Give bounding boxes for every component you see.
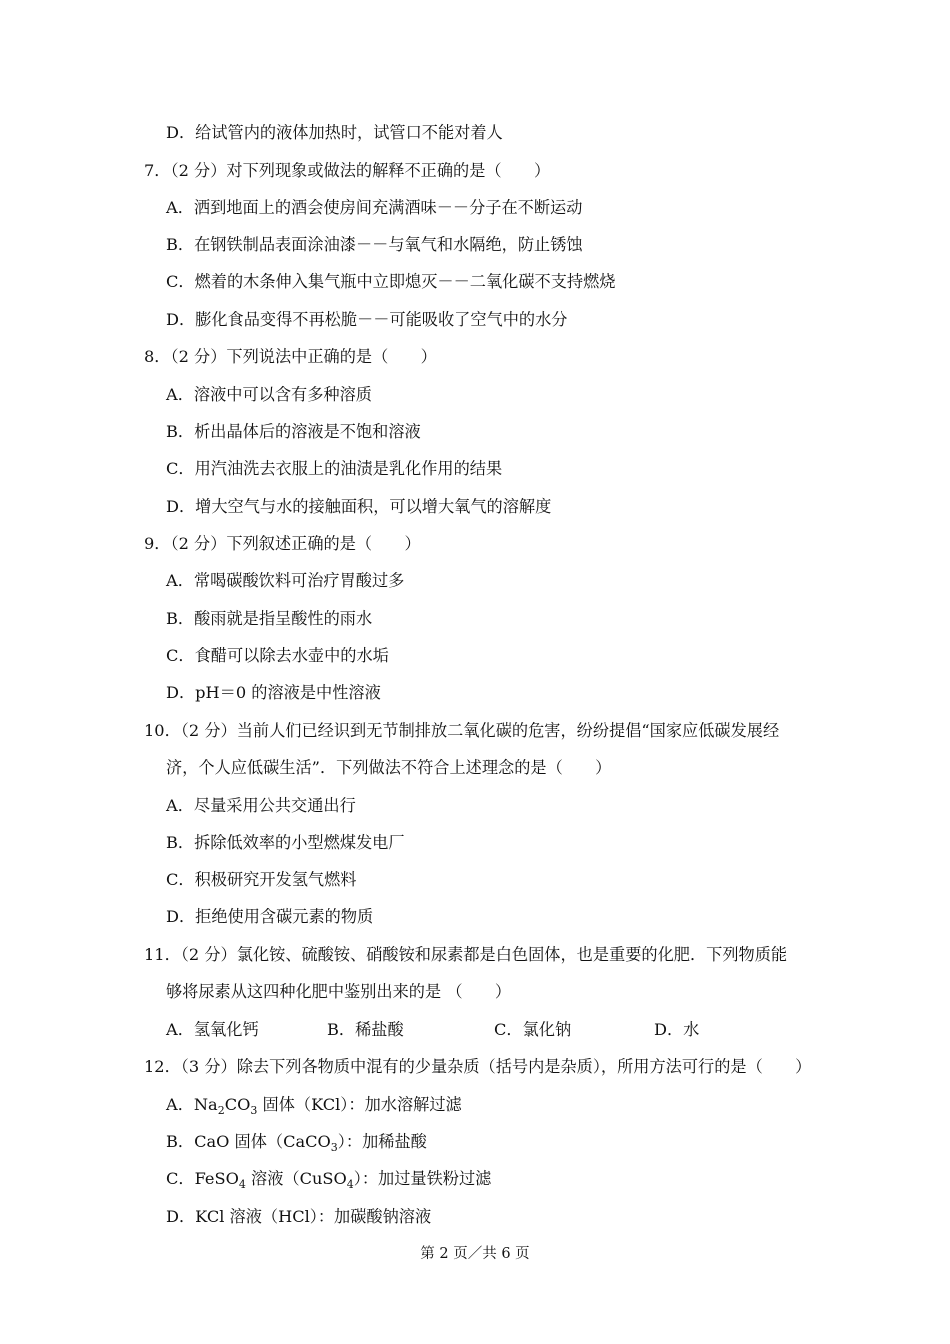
q7-option-d: D．膨化食品变得不再松脆－－可能吸收了空气中的水分 xyxy=(166,310,568,329)
q10-option-d: D．拒绝使用含碳元素的物质 xyxy=(166,907,374,926)
q10-option-b: B．拆除低效率的小型燃煤发电厂 xyxy=(166,833,405,852)
q12-option-a: A．$Na_2CO_3$ 固体（KCl）：加水溶解过滤 xyxy=(166,1095,462,1118)
q8-option-b: B．析出晶体后的溶液是不饱和溶液 xyxy=(166,422,421,441)
q7-option-b: B．在钢铁制品表面涂油漆－－与氧气和水隔绝，防止锈蚀 xyxy=(166,235,583,254)
q8-stem: 8．（2 分）下列说法中正确的是（ ） xyxy=(144,347,437,366)
page-footer: 第 2 页／共 6 页 xyxy=(420,1246,530,1262)
q11-option-d: D．水 xyxy=(654,1020,700,1039)
q8-option-a: A．溶液中可以含有多种溶质 xyxy=(166,385,372,404)
q10-stem-line2: 济，个人应低碳生活”．下列做法不符合上述理念的是（ ） xyxy=(166,758,612,777)
q10-option-a: A．尽量采用公共交通出行 xyxy=(166,796,356,815)
q12-option-b: B．CaO 固体（CaCO$_3$）：加稀盐酸 xyxy=(166,1132,427,1155)
q12-option-d: D．KCl 溶液（HCl）：加碳酸钠溶液 xyxy=(166,1207,432,1226)
q10-option-c: C．积极研究开发氢气燃料 xyxy=(166,870,357,889)
q11-option-b: B．稀盐酸 xyxy=(327,1020,404,1039)
q7-option-c: C．燃着的木条伸入集气瓶中立即熄灭－－二氧化碳不支持燃烧 xyxy=(166,272,616,291)
q9-option-a: A．常喝碳酸饮料可治疗胃酸过多 xyxy=(166,571,405,590)
q11-option-a: A．氢氧化钙 xyxy=(166,1020,259,1039)
q12-stem: 12．（3 分）除去下列各物质中混有的少量杂质（括号内是杂质），所用方法可行的是（ ） xyxy=(144,1057,812,1076)
q8-option-c: C．用汽油洗去衣服上的油渍是乳化作用的结果 xyxy=(166,459,503,478)
q9-stem: 9．（2 分）下列叙述正确的是（ ） xyxy=(144,534,421,553)
q11-option-c: C．氯化钠 xyxy=(494,1020,572,1039)
q11-stem-line2: 够将尿素从这四种化肥中鉴别出来的是 （ ） xyxy=(166,982,512,1001)
q7-option-a: A．洒到地面上的酒会使房间充满酒味－－分子在不断运动 xyxy=(166,198,583,217)
q10-stem-line1: 10．（2 分）当前人们已经识到无节制排放二氧化碳的危害，纷纷提倡“国家应低碳发展经 xyxy=(144,721,780,740)
q6-option-d: D．给试管内的液体加热时，试管口不能对着人 xyxy=(166,123,503,142)
q11-options-row xyxy=(166,1019,806,1041)
q9-option-d: D．pH＝0 的溶液是中性溶液 xyxy=(166,683,381,702)
q9-option-c: C．食醋可以除去水壶中的水垢 xyxy=(166,646,389,665)
q8-option-d: D．增大空气与水的接触面积，可以增大氧气的溶解度 xyxy=(166,497,552,516)
q11-stem-line1: 11．（2 分）氯化铵、硫酸铵、硝酸铵和尿素都是白色固体，也是重要的化肥．下列物质能 xyxy=(144,945,788,964)
q7-stem: 7．（2 分）对下列现象或做法的解释不正确的是（ ） xyxy=(144,161,551,180)
q12-option-c: C．FeSO$_4$ 溶液（CuSO$_4$）：加过量铁粉过滤 xyxy=(166,1169,492,1192)
q9-option-b: B．酸雨就是指呈酸性的雨水 xyxy=(166,609,373,628)
